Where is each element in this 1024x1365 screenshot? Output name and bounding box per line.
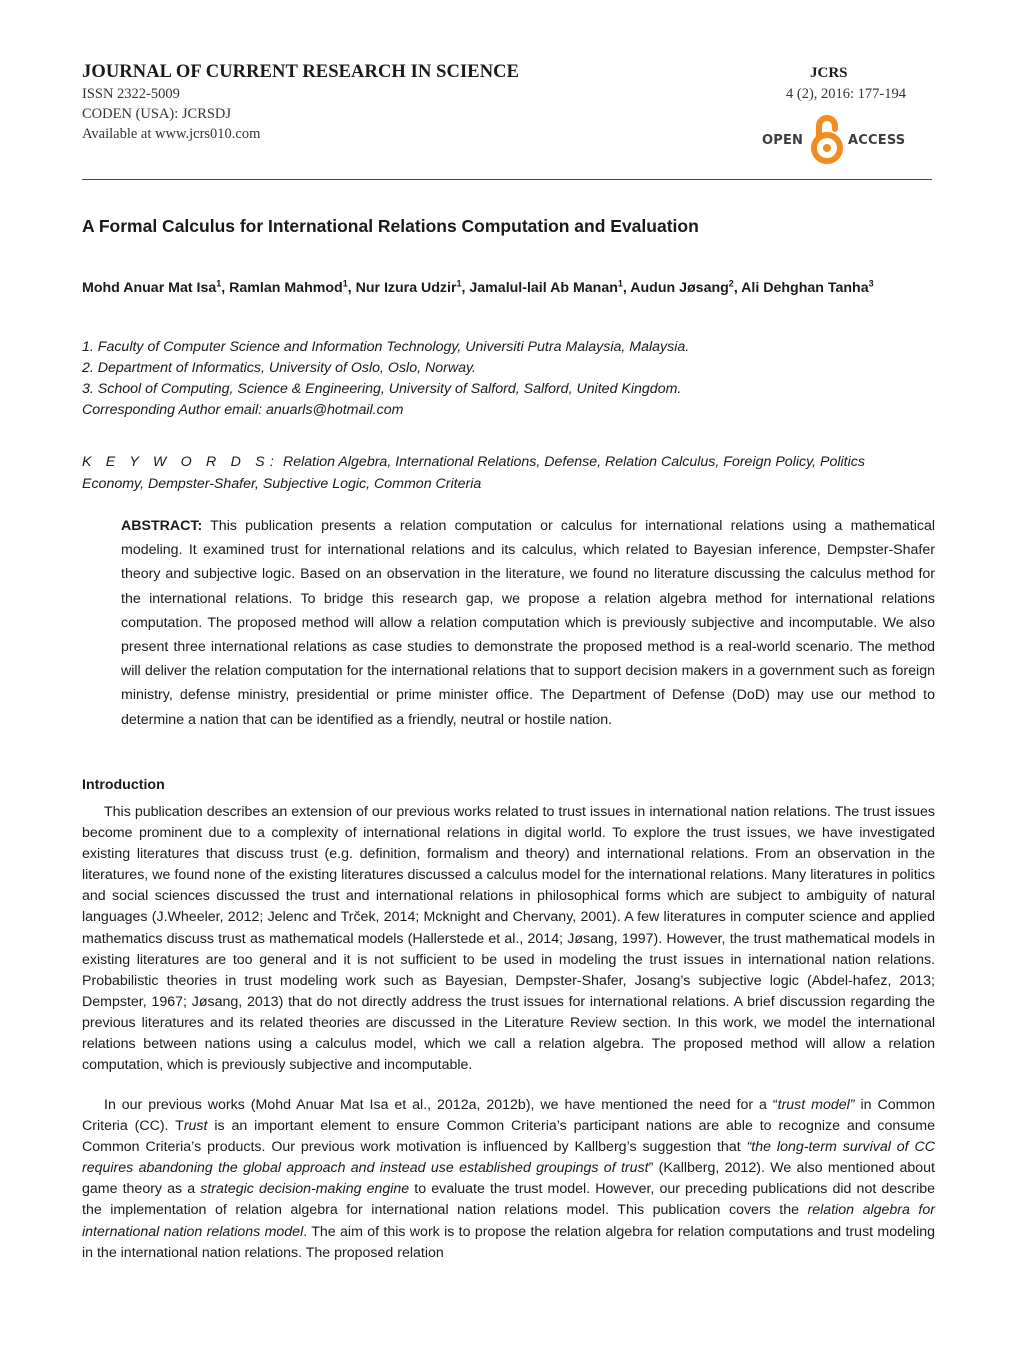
- open-lock-icon: [810, 114, 844, 164]
- coden: CODEN (USA): JCRSDJ: [82, 106, 232, 122]
- corresponding-author: Corresponding Author email: anuarls@hotmail.com: [82, 402, 404, 418]
- paper-title: A Formal Calculus for International Relations Computation and Evaluation: [82, 216, 699, 236]
- volume-pages: 4 (2), 2016: 177-194: [785, 86, 906, 102]
- section-heading-introduction: Introduction: [82, 777, 165, 793]
- intro-paragraph-2: In our previous works (Mohd Anuar Mat Isa et al., 2012a, 2012b), we have mentioned the need for a “trust model” in Common Criteria (CC). Trust is an important element to ensure Common Criteria’s participant nations are able to recognize and consume Common Criteria’s products. Our previous work motivation is influenced by Kallberg’s suggestion that “the long-term survival of CC requires abandoning the global approach and instead use established groupings of trust” (Kallberg, 2012). We also mentioned about game theory as a strategic decision-making engine to evaluate the trust model. However, our preceding publications did not describe the implementation of relation algebra for international nation relations model. This publication covers the relation algebra for international nation relations model. The aim of this work is to propose the relation algebra for relation computations and trust modeling in the international nation relations. The proposed relation: [82, 1097, 936, 1261]
- keywords-text: Relation Algebra, International Relations, Defense, Relation Calculus, Foreign Policy, Politics Economy, Dempster-Shafer, Subjective Logic, Common Criteria: [82, 454, 865, 492]
- journal-website: Available at www.jcrs010.com: [82, 126, 261, 142]
- author: Nur Izura Udzir$^1$,: [355, 278, 470, 296]
- journal-title: JOURNAL OF CURRENT RESEARCH IN SCIENCE: [82, 62, 520, 82]
- open-access-left: OPEN: [762, 133, 804, 148]
- open-access-logo: [760, 112, 916, 166]
- abstract-label: ABSTRACT:: [121, 518, 203, 534]
- affiliation: 3. School of Computing, Science & Engineering, University of Salford, Salford, United Kingdom.: [82, 381, 682, 397]
- keywords-label: K E Y W O R D S:: [82, 454, 279, 470]
- abstract: [121, 514, 935, 732]
- author: Ramlan Mahmod$^1$,: [229, 278, 356, 296]
- affiliation: 2. Department of Informatics, University of Oslo, Oslo, Norway.: [82, 360, 476, 376]
- header-divider: [82, 179, 932, 180]
- journal-abbrev: JCRS: [810, 65, 848, 81]
- author: Ali Dehghan Tanha$^3$: [741, 278, 874, 296]
- keywords: [82, 452, 882, 495]
- author: Mohd Anuar Mat Isa$^1$,: [82, 278, 230, 296]
- author: Audun Jøsang$^2$,: [630, 278, 742, 296]
- open-access-right: ACCESS: [848, 133, 906, 148]
- abstract-text: This publication presents a relation computation or calculus for international relations using a mathematical modeling. It examined trust for international relations and its calculus, which related to Bayesian inference, Dempster-Shafer theory and subjective logic. Based on an observation in the literature, we found no literature discussing the calculus method for the international relations. To bridge this research gap, we propose a relation algebra method for international relations computation. The proposed method will allow a relation computation which is previously subjective and incomputable. We also present three international relations as case studies to demonstrate the proposed method is a real-world scenario. The method will deliver the relation computation for the international relations that to support decision makers in a government such as foreign ministry, defense ministry, presidential or prime minister office. The Department of Defense (DoD) may use our method to determine a nation that can be identified as a friendly, neutral or hostile nation.: [121, 518, 935, 728]
- affiliations: [82, 337, 689, 421]
- intro-paragraph-1: This publication describes an extension of our previous works related to trust issues in international nation relations. The trust issues become prominent due to a complexity of international relations in digital world. To explore the trust issues, we have investigated existing literatures that discuss trust (e.g. definition, formalism and theory) and international relations. From an observation in the literatures, we found none of the existing literatures discussed a calculus model for the international relations. Many literatures in politics and social sciences discussed the trust and international relations in philosophical forms which are subject to ambiguity of natural languages (J.Wheeler, 2012; Jelenc and Trček, 2014; Mcknight and Chervany, 2001). A few literatures in computer science and applied mathematics discuss trust as mathematical models (Hallerstede et al., 2014; Jøsang, 1997). However, the trust mathematical models in existing literatures are too general and it is not sufficient to be used in modeling the trust issues in international nation relations. Probabilistic theories in trust modeling work such as Bayesian, Dempster-Shafer, Josang’s subjective logic (Abdel-hafez, 2013; Dempster, 1967; Jøsang, 2013) that do not directly address the trust issues for international relations. A brief discussion regarding the previous literatures and its related theories are discussed in the Literature Review section. In this work, we model the international relations between nations using a calculus model, which we call a relation algebra. The proposed method will allow a relation computation, which is previously subjective and incomputable.: [82, 804, 935, 1074]
- author: Jamalul-lail Ab Manan$^1$,: [469, 278, 631, 296]
- affiliation: 1. Faculty of Computer Science and Information Technology, Universiti Putra Malaysia, Malaysia.: [82, 339, 690, 355]
- author-list: [82, 274, 934, 302]
- issn: ISSN 2322-5009: [82, 86, 180, 102]
